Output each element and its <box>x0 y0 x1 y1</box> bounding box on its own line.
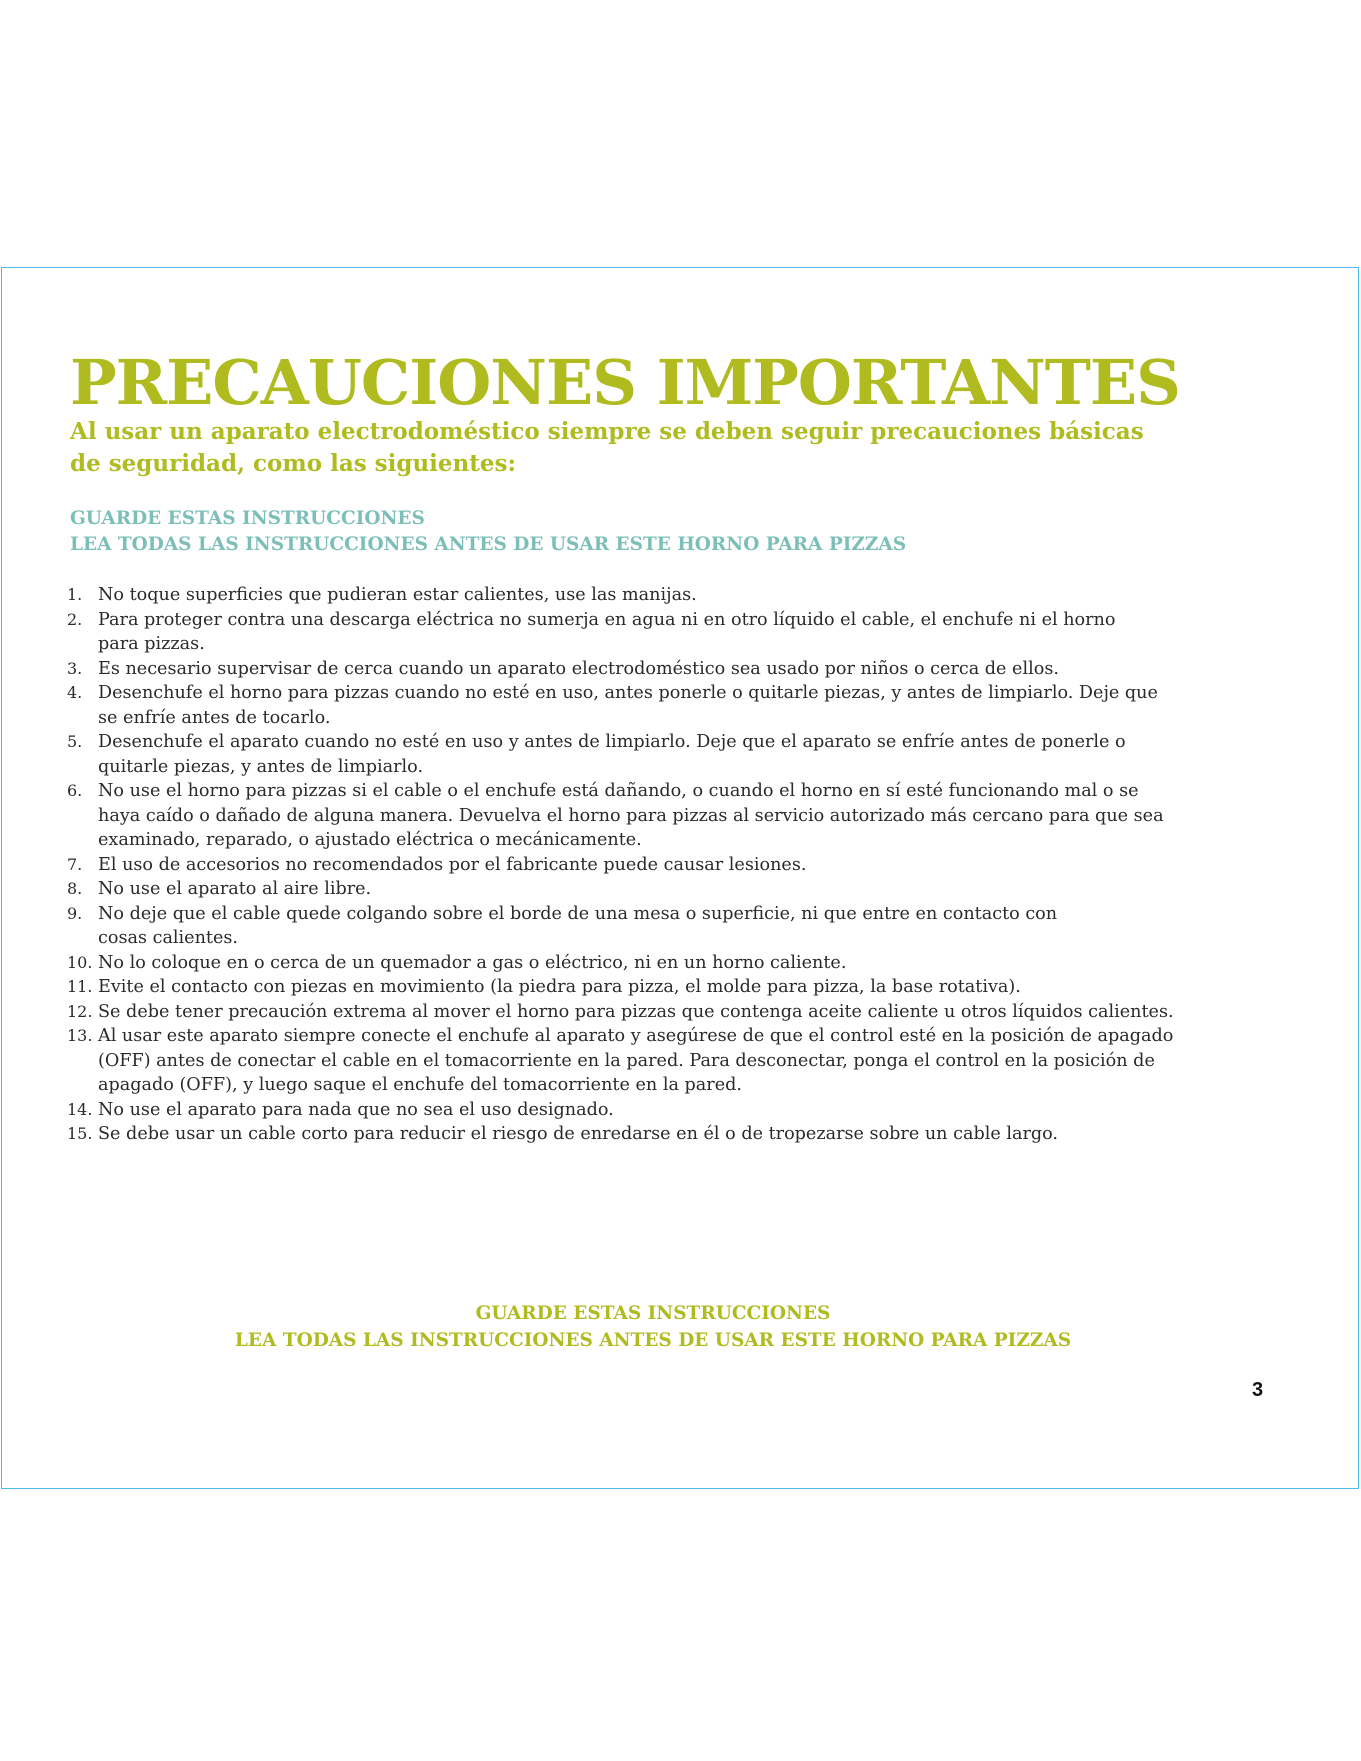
precaution-number: 14. <box>67 1099 93 1119</box>
precaution-text-line: examinado, reparado, o ajustado eléctrica o mecánicamente. <box>98 830 642 850</box>
precaution-text <box>98 1024 1247 1098</box>
precaution-text <box>98 1098 1247 1123</box>
precaution-text <box>98 681 1247 730</box>
precaution-text-line: Es necesario supervisar de cerca cuando un aparato electrodoméstico sea usado por niños o cerca de ellos. <box>98 658 1059 679</box>
precaution-number: 3. <box>67 658 83 678</box>
precaution-text-line: Desenchufe el aparato cuando no esté en uso y antes de limpiarlo. Deje que el aparato se enfríe antes de ponerle o <box>98 732 1126 752</box>
notice-line-2: LEA TODAS LAS INSTRUCCIONES ANTES DE USAR ESTE HORNO PARA PIZZAS <box>70 534 907 555</box>
precaution-text-line: para pizzas. <box>98 634 205 654</box>
precaution-text <box>98 853 1247 878</box>
precaution-item <box>67 853 1247 878</box>
precaution-number: 11. <box>67 977 93 996</box>
precaution-item <box>67 1098 1247 1123</box>
subtitle-line-2: de seguridad, como las siguientes: <box>70 450 516 477</box>
precaution-text <box>98 902 1247 951</box>
precaution-item <box>67 1122 1247 1147</box>
precaution-item <box>67 730 1247 779</box>
footer-line-2: LEA TODAS LAS INSTRUCCIONES ANTES DE USAR ESTE HORNO PARA PIZZAS <box>234 1330 1072 1351</box>
precaution-text-line: No use el horno para pizzas si el cable o el enchufe está dañando, o cuando el horno en sí esté funcionando mal o se <box>98 781 1139 801</box>
precaution-number: 13. <box>67 1026 93 1045</box>
precaution-item <box>67 657 1247 682</box>
precaution-item <box>67 681 1247 730</box>
precaution-text-line: No toque superficies que pudieran estar calientes, use las manijas. <box>98 585 697 605</box>
precaution-text-line: No use el aparato para nada que no sea el uso designado. <box>98 1099 614 1120</box>
precaution-text-line: Se debe tener precaución extrema al mover el horno para pizzas que contenga aceite caliente u otros líquidos calientes. <box>98 1001 1174 1022</box>
precaution-text-line: El uso de accesorios no recomendados por el fabricante puede causar lesiones. <box>98 854 807 875</box>
precaution-text-line: se enfríe antes de tocarlo. <box>98 707 331 728</box>
footer-notice <box>0 1300 1306 1354</box>
precaution-item <box>67 951 1247 976</box>
precaution-number: 2. <box>67 609 83 629</box>
precaution-item <box>67 779 1247 853</box>
precaution-item <box>67 1000 1247 1025</box>
precaution-number: 8. <box>67 879 83 898</box>
precautions-list <box>67 583 1247 1147</box>
precaution-text-line: quitarle piezas, y antes de limpiarlo. <box>98 756 424 777</box>
page-title: PRECAUCIONES IMPORTANTES <box>70 346 1180 419</box>
precaution-text-line: Se debe usar un cable corto para reducir el riesgo de enredarse en él o de tropezarse sobre un cable largo. <box>98 1124 1059 1144</box>
save-instructions-notice <box>70 506 906 558</box>
precaution-text <box>98 608 1247 657</box>
precaution-text-line: Al usar este aparato siempre conecte el enchufe al aparato y asegúrese de que el control esté en la posición de apagado <box>98 1026 1174 1046</box>
precaution-text-line: No lo coloque en o cerca de un quemador a gas o eléctrico, ni en un horno caliente. <box>98 952 847 973</box>
precaution-number: 5. <box>67 732 83 751</box>
precaution-item <box>67 583 1247 608</box>
precaution-text <box>98 730 1247 779</box>
precaution-number: 12. <box>67 1001 93 1021</box>
precaution-text-line: No deje que el cable quede colgando sobre el borde de una mesa o superficie, ni que entre en contacto con <box>98 903 1058 924</box>
precaution-text-line: cosas calientes. <box>98 928 239 948</box>
precaution-text <box>98 779 1247 853</box>
footer-line-1: GUARDE ESTAS INSTRUCCIONES <box>475 1303 831 1324</box>
precaution-number: 9. <box>67 903 83 923</box>
precaution-number: 1. <box>67 585 83 604</box>
precaution-number: 15. <box>67 1124 93 1143</box>
subtitle-line-1: Al usar un aparato electrodoméstico siempre se deben seguir precauciones básicas <box>70 418 1144 445</box>
precaution-item <box>67 608 1247 657</box>
precaution-number: 7. <box>67 854 83 874</box>
precaution-text <box>98 951 1247 976</box>
precaution-number: 4. <box>67 683 83 702</box>
precaution-item <box>67 877 1247 902</box>
precaution-text-line: Evite el contacto con piezas en movimiento (la piedra para pizza, el molde para pizza, la base rotativa). <box>98 977 1021 997</box>
precaution-text <box>98 975 1247 1000</box>
precaution-text <box>98 583 1247 608</box>
precaution-text <box>98 877 1247 902</box>
precaution-text <box>98 1122 1247 1147</box>
precaution-item <box>67 1024 1247 1098</box>
precaution-text <box>98 657 1247 682</box>
precaution-text-line: haya caído o dañado de alguna manera. Devuelva el horno para pizzas al servicio autorizado más cercano para que sea <box>98 805 1164 826</box>
precaution-text-line: Desenchufe el horno para pizzas cuando no esté en uso, antes ponerle o quitarle piezas, y antes de limpiarlo. Deje que <box>98 683 1158 703</box>
precaution-number: 6. <box>67 781 83 800</box>
precaution-text-line: (OFF) antes de conectar el cable en el tomacorriente en la pared. Para desconectar, ponga el control en la posición de <box>98 1050 1155 1071</box>
precaution-item <box>67 902 1247 951</box>
precaution-text-line: Para proteger contra una descarga eléctrica no sumerja en agua ni en otro líquido el cable, el enchufe ni el horno <box>98 609 1116 630</box>
notice-line-1: GUARDE ESTAS INSTRUCCIONES <box>70 508 425 529</box>
precaution-item <box>67 975 1247 1000</box>
precaution-number: 10. <box>67 952 93 972</box>
precaution-text-line: No use el aparato al aire libre. <box>98 879 372 899</box>
page-number: 3 <box>1252 1379 1264 1401</box>
precaution-text <box>98 1000 1247 1025</box>
precaution-text-line: apagado (OFF), y luego saque el enchufe del tomacorriente en la pared. <box>98 1075 742 1095</box>
page-subtitle <box>70 416 1210 480</box>
